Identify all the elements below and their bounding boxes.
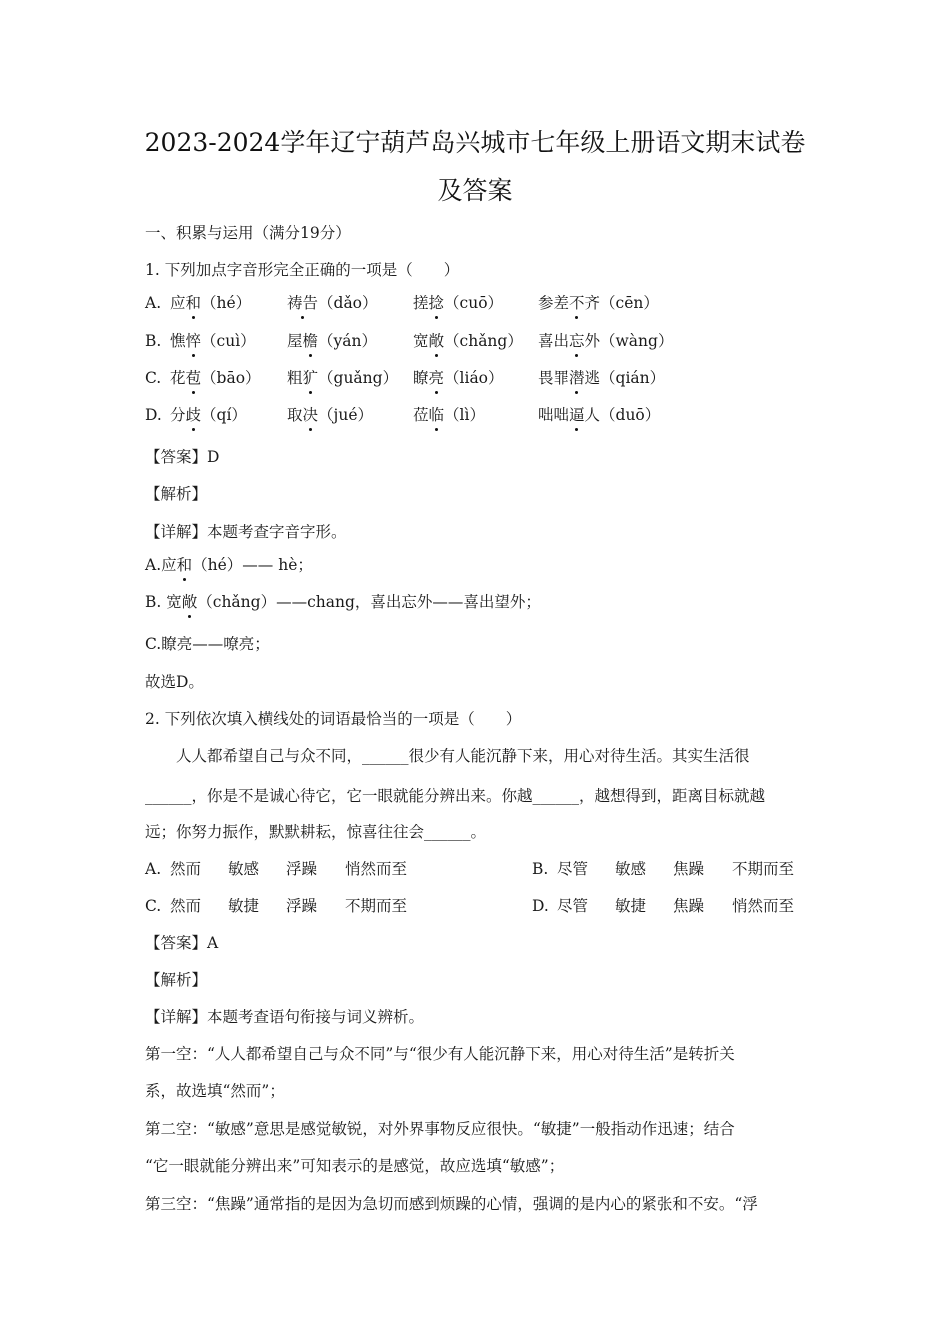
option-word: 然而 (170, 860, 202, 878)
option-item: 花苞（bāo） (170, 369, 261, 387)
emphasis-char: 忘 (569, 332, 585, 350)
option-item: 咄咄逼人（duō） (538, 406, 661, 424)
option-item: 搓捻（cuō） (413, 294, 504, 312)
option-label: A. (145, 860, 162, 878)
option-item: 粗犷（guǎng） (287, 369, 399, 387)
emphasis-char: 歧 (185, 406, 202, 424)
q1-analysis-label: 【解析】 (145, 485, 208, 503)
emphasis-char: 咄逼人 (553, 406, 601, 424)
option-word: 敏捷 (615, 897, 647, 915)
option-word: 浮躁 (286, 897, 318, 915)
option-item: 憔悴（cuì） (170, 332, 256, 350)
section-heading: 一、积累与运用（满分19分） (145, 224, 351, 242)
emphasis-char: 和 (185, 294, 202, 312)
q1-detail: 【详解】本题考查字音字形。 (145, 523, 347, 541)
option-word: 不期而至 (732, 860, 795, 878)
option-item: 应和（hé） (170, 294, 252, 312)
option-word: 浮躁 (286, 860, 318, 878)
q2-para1-cont: 系，故选填“然而”； (145, 1082, 285, 1100)
option-label: C. (145, 897, 162, 915)
option-item: 瞭亮（liáo） (413, 369, 504, 387)
emphasis-char: 临 (428, 406, 445, 424)
emphasis-char: 犷 (302, 369, 319, 387)
option-label: D. (145, 406, 162, 424)
q1-answer: 【答案】D (145, 448, 220, 466)
option-word: 不期而至 (345, 897, 408, 915)
emphasis-char: 差不齐 (553, 294, 601, 312)
option-item: 分歧（qí） (170, 406, 247, 424)
q2-detail: 【详解】本题考查语句衔接与词义辨析。 (145, 1008, 425, 1026)
q2-analysis-label: 【解析】 (145, 971, 208, 989)
option-word: 悄然而至 (732, 897, 795, 915)
q2-para1: 第一空：“人人都希望自己与众不同”与“很少有人能沉静下来，用心对待生活”是转折关 (145, 1045, 735, 1063)
option-item: 屋檐（yán） (287, 332, 378, 350)
q2-passage-line: 远；你努力振作，默默耕耘，惊喜往往会______。 (145, 823, 487, 841)
document-title-line2: 及答案 (437, 176, 513, 205)
option-label: B. (532, 860, 549, 878)
emphasis-char: 悴 (185, 332, 202, 350)
option-word: 敏捷 (228, 897, 260, 915)
option-word: 尽管 (557, 897, 589, 915)
emphasis-char: 苞 (185, 369, 202, 387)
option-item: 祷告（dǎo） (287, 294, 378, 312)
option-word: 敏感 (615, 860, 647, 878)
emphasis-char: 决 (302, 406, 319, 424)
option-label: A. (145, 294, 162, 312)
option-item: 宽敞（chǎng） (413, 332, 523, 350)
option-label: C. (145, 369, 162, 387)
option-word: 敏感 (228, 860, 260, 878)
emphasis-char: 檐 (302, 332, 319, 350)
option-word: 焦躁 (673, 860, 705, 878)
q2-para2: 第二空：“敏感”意思是感觉敏锐，对外界事物反应很快。“敏捷”一般指动作迅速；结合 (145, 1120, 735, 1138)
document-title-line1: 2023-2024学年辽宁葫芦岛兴城市七年级上册语文期末试卷 (144, 128, 806, 157)
q1-explanation-a: A.应和（hé）—— hè； (145, 556, 313, 574)
option-word: 悄然而至 (345, 860, 408, 878)
option-word: 然而 (170, 897, 202, 915)
q1-explanation-b: B. 宽敞（chǎng）——chang，喜出忘外——喜出望外； (145, 593, 541, 611)
emphasis-char: 敞 (428, 332, 445, 350)
q2-passage-line: 人人都希望自己与众不同，______很少有人能沉静下来，用心对待生活。其实生活很 (176, 747, 750, 765)
q2-para3: 第三空：“焦躁”通常指的是因为急切而感到烦躁的心情，强调的是内心的紧张和不安。“浮 (145, 1195, 758, 1213)
q1-explanation-c: C.瞭亮——嘹亮； (145, 635, 270, 653)
q2-para2-cont: “它一眼就能分辨出来”可知表示的是感觉，故应选填“敏感”； (145, 1157, 565, 1175)
q1-conclusion: 故选D。 (145, 673, 204, 691)
option-item: 参差不齐（cēn） (538, 294, 659, 312)
q2-stem: 2. 下列依次填入横线处的词语最恰当的一项是（ ） (145, 710, 522, 728)
option-word: 焦躁 (673, 897, 705, 915)
option-word: 尽管 (557, 860, 589, 878)
option-item: 取决（jué） (287, 406, 373, 424)
option-label: B. (145, 332, 162, 350)
q1-stem: 1. 下列加点字音形完全正确的一项是（ ） (145, 261, 460, 279)
emphasis-char: 捻 (428, 294, 445, 312)
emphasis-char: 祷告 (287, 294, 319, 312)
q2-passage-line: ______，你是不是诚心待它，它一眼就能分辨出来。你越______，越想得到，距离目标就越 (145, 787, 766, 805)
q2-answer: 【答案】A (145, 934, 219, 952)
option-item: 喜出忘外（wàng） (538, 332, 674, 350)
option-label: D. (532, 897, 549, 915)
emphasis-char: 潜 (569, 369, 585, 387)
option-item: 畏罪潜逃（qián） (538, 369, 666, 387)
emphasis-char: 亮 (428, 369, 445, 387)
option-item: 莅临（lì） (413, 406, 485, 424)
